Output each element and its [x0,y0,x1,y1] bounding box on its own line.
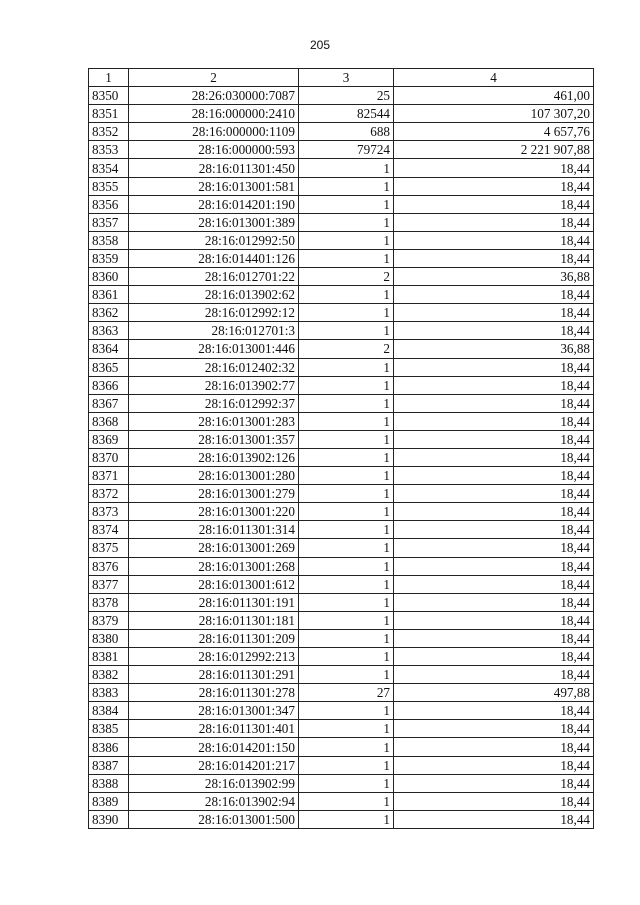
cadastral-number-cell: 28:16:013902:94 [129,792,299,810]
row-number-cell: 8382 [89,666,129,684]
cadastral-number-cell: 28:16:011301:278 [129,684,299,702]
row-number-cell: 8377 [89,575,129,593]
amount-cell: 18,44 [394,539,594,557]
cadastral-number-cell: 28:16:011301:401 [129,720,299,738]
amount-cell: 18,44 [394,774,594,792]
row-number-cell: 8355 [89,177,129,195]
table-row [89,249,594,267]
row-number-cell: 8390 [89,810,129,828]
cadastral-number-cell: 28:16:011301:450 [129,159,299,177]
table-row [89,774,594,792]
table-row [89,141,594,159]
row-number-cell: 8374 [89,521,129,539]
table-row [89,575,594,593]
quantity-cell: 1 [299,467,394,485]
table-row [89,213,594,231]
cadastral-number-cell: 28:16:013001:280 [129,467,299,485]
table-row [89,521,594,539]
row-number-cell: 8380 [89,629,129,647]
table-row [89,738,594,756]
table-row [89,666,594,684]
table-row [89,702,594,720]
cadastral-number-cell: 28:16:011301:314 [129,521,299,539]
row-number-cell: 8387 [89,756,129,774]
table-row [89,684,594,702]
table-row [89,231,594,249]
row-number-cell: 8376 [89,557,129,575]
data-table [88,68,594,829]
amount-cell: 18,44 [394,792,594,810]
cadastral-number-cell: 28:16:013902:62 [129,286,299,304]
row-number-cell: 8386 [89,738,129,756]
table-row [89,286,594,304]
row-number-cell: 8351 [89,105,129,123]
row-number-cell: 8384 [89,702,129,720]
amount-cell: 461,00 [394,87,594,105]
quantity-cell: 1 [299,412,394,430]
row-number-cell: 8378 [89,593,129,611]
row-number-cell: 8379 [89,611,129,629]
quantity-cell: 25 [299,87,394,105]
amount-cell: 18,44 [394,557,594,575]
table-row [89,593,594,611]
cadastral-number-cell: 28:16:013902:99 [129,774,299,792]
cadastral-number-cell: 28:16:013001:500 [129,810,299,828]
quantity-cell: 1 [299,231,394,249]
row-number-cell: 8383 [89,684,129,702]
cadastral-number-cell: 28:16:012992:213 [129,648,299,666]
quantity-cell: 1 [299,756,394,774]
amount-cell: 497,88 [394,684,594,702]
cadastral-number-cell: 28:16:013001:357 [129,430,299,448]
column-header-4: 4 [394,69,594,87]
quantity-cell: 1 [299,485,394,503]
table-row [89,611,594,629]
amount-cell: 18,44 [394,286,594,304]
quantity-cell: 1 [299,575,394,593]
table-row [89,304,594,322]
table-row [89,430,594,448]
amount-cell: 18,44 [394,503,594,521]
amount-cell: 18,44 [394,195,594,213]
table-row [89,810,594,828]
table-row [89,503,594,521]
table-row [89,467,594,485]
row-number-cell: 8362 [89,304,129,322]
cadastral-number-cell: 28:16:013001:268 [129,557,299,575]
cadastral-number-cell: 28:16:012701:3 [129,322,299,340]
cadastral-number-cell: 28:26:030000:7087 [129,87,299,105]
amount-cell: 36,88 [394,340,594,358]
table-row [89,539,594,557]
table-row [89,394,594,412]
quantity-cell: 1 [299,792,394,810]
row-number-cell: 8354 [89,159,129,177]
table-row [89,87,594,105]
row-number-cell: 8353 [89,141,129,159]
quantity-cell: 1 [299,376,394,394]
column-header-2: 2 [129,69,299,87]
quantity-cell: 1 [299,611,394,629]
quantity-cell: 1 [299,195,394,213]
amount-cell: 18,44 [394,412,594,430]
table-row [89,720,594,738]
row-number-cell: 8389 [89,792,129,810]
quantity-cell: 1 [299,774,394,792]
amount-cell: 18,44 [394,756,594,774]
table-row [89,376,594,394]
row-number-cell: 8375 [89,539,129,557]
quantity-cell: 1 [299,159,394,177]
cadastral-number-cell: 28:16:011301:191 [129,593,299,611]
row-number-cell: 8366 [89,376,129,394]
amount-cell: 18,44 [394,648,594,666]
amount-cell: 18,44 [394,322,594,340]
row-number-cell: 8363 [89,322,129,340]
row-number-cell: 8359 [89,249,129,267]
amount-cell: 18,44 [394,521,594,539]
amount-cell: 18,44 [394,159,594,177]
quantity-cell: 1 [299,213,394,231]
header-row [89,69,594,87]
cadastral-number-cell: 28:16:012992:50 [129,231,299,249]
column-header-3: 3 [299,69,394,87]
cadastral-number-cell: 28:16:011301:181 [129,611,299,629]
amount-cell: 18,44 [394,213,594,231]
cadastral-number-cell: 28:16:011301:209 [129,629,299,647]
row-number-cell: 8372 [89,485,129,503]
quantity-cell: 1 [299,702,394,720]
table-row [89,268,594,286]
table-row [89,123,594,141]
cadastral-number-cell: 28:16:013001:389 [129,213,299,231]
table-row [89,756,594,774]
row-number-cell: 8373 [89,503,129,521]
cadastral-number-cell: 28:16:012992:37 [129,394,299,412]
amount-cell: 18,44 [394,611,594,629]
row-number-cell: 8365 [89,358,129,376]
quantity-cell: 2 [299,268,394,286]
quantity-cell: 1 [299,448,394,466]
amount-cell: 4 657,76 [394,123,594,141]
amount-cell: 18,44 [394,702,594,720]
row-number-cell: 8370 [89,448,129,466]
quantity-cell: 1 [299,286,394,304]
amount-cell: 18,44 [394,738,594,756]
amount-cell: 18,44 [394,629,594,647]
cadastral-number-cell: 28:16:000000:1109 [129,123,299,141]
quantity-cell: 1 [299,593,394,611]
table-row [89,195,594,213]
table-row [89,159,594,177]
row-number-cell: 8360 [89,268,129,286]
quantity-cell: 1 [299,629,394,647]
cadastral-number-cell: 28:16:000000:593 [129,141,299,159]
cadastral-number-cell: 28:16:014401:126 [129,249,299,267]
quantity-cell: 1 [299,430,394,448]
quantity-cell: 1 [299,810,394,828]
cadastral-number-cell: 28:16:013001:220 [129,503,299,521]
quantity-cell: 1 [299,503,394,521]
table-row [89,629,594,647]
amount-cell: 18,44 [394,448,594,466]
table-row [89,177,594,195]
cadastral-number-cell: 28:16:013001:446 [129,340,299,358]
cadastral-number-cell: 28:16:014201:217 [129,756,299,774]
cadastral-number-cell: 28:16:013902:77 [129,376,299,394]
quantity-cell: 1 [299,648,394,666]
amount-cell: 18,44 [394,810,594,828]
quantity-cell: 82544 [299,105,394,123]
row-number-cell: 8361 [89,286,129,304]
quantity-cell: 1 [299,358,394,376]
quantity-cell: 79724 [299,141,394,159]
table-row [89,648,594,666]
amount-cell: 18,44 [394,593,594,611]
quantity-cell: 1 [299,322,394,340]
row-number-cell: 8364 [89,340,129,358]
quantity-cell: 1 [299,666,394,684]
quantity-cell: 688 [299,123,394,141]
amount-cell: 18,44 [394,485,594,503]
amount-cell: 18,44 [394,231,594,249]
cadastral-number-cell: 28:16:013902:126 [129,448,299,466]
amount-cell: 18,44 [394,358,594,376]
row-number-cell: 8385 [89,720,129,738]
quantity-cell: 1 [299,539,394,557]
amount-cell: 18,44 [394,376,594,394]
row-number-cell: 8352 [89,123,129,141]
amount-cell: 18,44 [394,304,594,322]
amount-cell: 18,44 [394,666,594,684]
quantity-cell: 1 [299,177,394,195]
table-row [89,340,594,358]
cadastral-number-cell: 28:16:013001:347 [129,702,299,720]
row-number-cell: 8368 [89,412,129,430]
quantity-cell: 1 [299,557,394,575]
amount-cell: 107 307,20 [394,105,594,123]
table-row [89,557,594,575]
row-number-cell: 8371 [89,467,129,485]
cadastral-number-cell: 28:16:013001:581 [129,177,299,195]
amount-cell: 2 221 907,88 [394,141,594,159]
cadastral-number-cell: 28:16:014201:150 [129,738,299,756]
amount-cell: 18,44 [394,177,594,195]
amount-cell: 18,44 [394,467,594,485]
table-row [89,358,594,376]
quantity-cell: 1 [299,249,394,267]
quantity-cell: 1 [299,394,394,412]
table-body [89,87,594,829]
quantity-cell: 1 [299,521,394,539]
row-number-cell: 8369 [89,430,129,448]
row-number-cell: 8388 [89,774,129,792]
row-number-cell: 8356 [89,195,129,213]
quantity-cell: 1 [299,304,394,322]
amount-cell: 18,44 [394,575,594,593]
amount-cell: 18,44 [394,249,594,267]
quantity-cell: 1 [299,720,394,738]
row-number-cell: 8350 [89,87,129,105]
amount-cell: 36,88 [394,268,594,286]
table-row [89,448,594,466]
table-row [89,792,594,810]
row-number-cell: 8357 [89,213,129,231]
table-row [89,322,594,340]
column-header-1: 1 [89,69,129,87]
row-number-cell: 8381 [89,648,129,666]
table-row [89,105,594,123]
cadastral-number-cell: 28:16:013001:283 [129,412,299,430]
cadastral-number-cell: 28:16:014201:190 [129,195,299,213]
cadastral-number-cell: 28:16:013001:279 [129,485,299,503]
cadastral-number-cell: 28:16:000000:2410 [129,105,299,123]
cadastral-number-cell: 28:16:013001:612 [129,575,299,593]
amount-cell: 18,44 [394,720,594,738]
cadastral-number-cell: 28:16:011301:291 [129,666,299,684]
amount-cell: 18,44 [394,394,594,412]
amount-cell: 18,44 [394,430,594,448]
row-number-cell: 8367 [89,394,129,412]
cadastral-number-cell: 28:16:013001:269 [129,539,299,557]
quantity-cell: 1 [299,738,394,756]
row-number-cell: 8358 [89,231,129,249]
cadastral-number-cell: 28:16:012992:12 [129,304,299,322]
table-row [89,485,594,503]
page-number: 205 [309,38,331,52]
quantity-cell: 27 [299,684,394,702]
cadastral-number-cell: 28:16:012701:22 [129,268,299,286]
table-row [89,412,594,430]
quantity-cell: 2 [299,340,394,358]
cadastral-number-cell: 28:16:012402:32 [129,358,299,376]
